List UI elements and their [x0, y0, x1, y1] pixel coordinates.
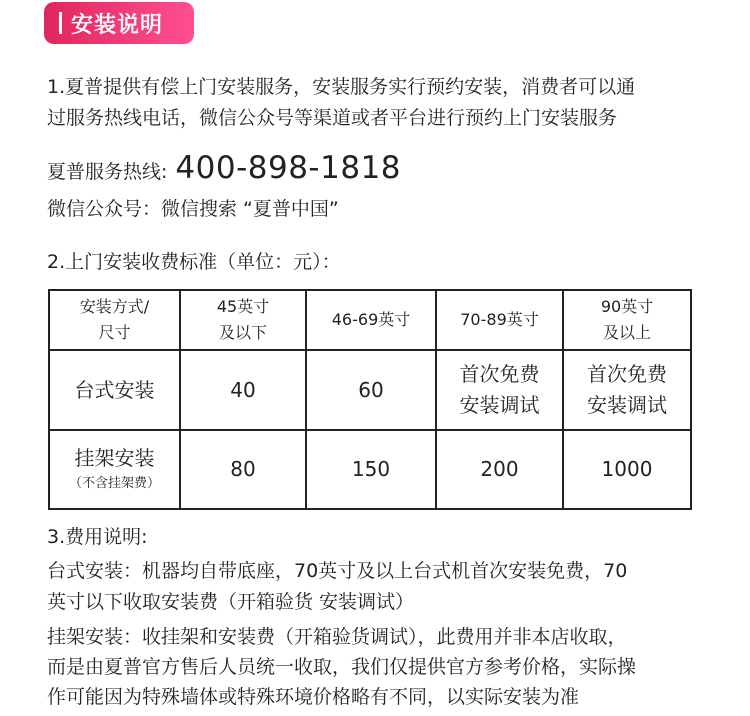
- cell-wall-90: 1000: [563, 430, 691, 509]
- header-cell-70-89: 70-89英寸: [436, 290, 563, 350]
- table-row-desktop: [49, 350, 691, 430]
- header-accent-bar: [59, 12, 62, 34]
- notes-line-1: 台式安装：机器均自带底座，70英寸及以上台式机首次安装免费，70: [47, 560, 628, 582]
- cell-wall-46-69: 150: [306, 430, 436, 509]
- row-sublabel-wall-mount: （不含挂架费）: [68, 476, 160, 491]
- notes-line-2: 英寸以下收取安装费（开箱验货 安装调试）: [47, 591, 415, 613]
- fee-table: [48, 289, 692, 510]
- intro-line-1: 1.夏普提供有偿上门安装服务，安装服务实行预约安装，消费者可以通: [47, 76, 636, 98]
- section-title: 安装说明: [71, 12, 164, 38]
- section-header-badge: [44, 2, 194, 44]
- wechat-line: 微信公众号：微信搜索 “夏普中国”: [47, 198, 339, 220]
- intro-line-2: 过服务热线电话，微信公众号等渠道或者平台进行预约上门安装服务: [47, 107, 618, 129]
- fee-table-title: 2.上门安装收费标准（单位：元）：: [47, 251, 341, 273]
- cell-desktop-70-89: 首次免费 安装调试: [436, 350, 563, 430]
- cell-desktop-45: 40: [180, 350, 306, 430]
- cell-wall-45: 80: [180, 430, 306, 509]
- header-cell-install-type: 安装方式/ 尺寸: [49, 290, 180, 350]
- notes-line-3: 挂架安装：收挂架和安装费（开箱验货调试），此费用并非本店收取，: [47, 626, 627, 648]
- hotline-label: 夏普服务热线:: [47, 161, 168, 183]
- fee-table-header-row: [49, 290, 691, 350]
- header-cell-90: 90英寸 及以上: [563, 290, 691, 350]
- notes-title: 3.费用说明:: [47, 526, 148, 548]
- hotline-row: [47, 150, 401, 190]
- notes-line-4: 而是由夏普官方售后人员统一收取，我们仅提供官方参考价格，实际操: [47, 656, 637, 678]
- row-label-desktop: 台式安装: [49, 350, 180, 430]
- header-cell-46-69: 46-69英寸: [306, 290, 436, 350]
- cell-desktop-46-69: 60: [306, 350, 436, 430]
- cell-desktop-90: 首次免费 安装调试: [563, 350, 691, 430]
- hotline-number: 400-898-1818: [175, 150, 402, 186]
- notes-line-5: 作可能因为特殊墙体或特殊环境价格略有不同，以实际安装为准: [47, 686, 580, 708]
- row-label-wall-mount: 挂架安装 （不含挂架费）: [49, 430, 180, 509]
- table-row-wall-mount: [49, 430, 691, 509]
- cell-wall-70-89: 200: [436, 430, 563, 509]
- header-cell-45: 45英寸 及以下: [180, 290, 306, 350]
